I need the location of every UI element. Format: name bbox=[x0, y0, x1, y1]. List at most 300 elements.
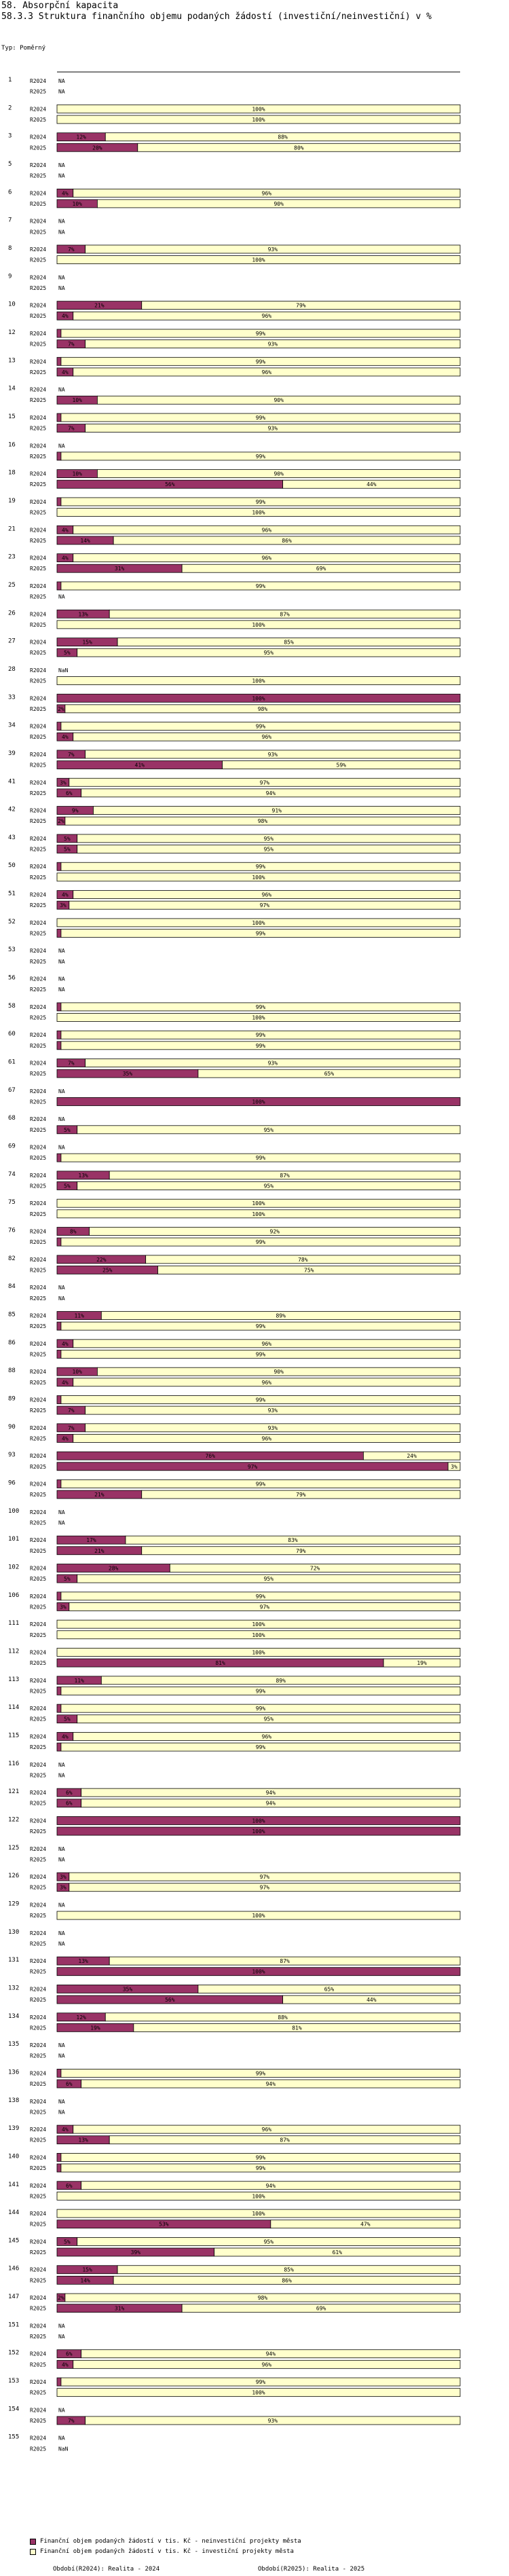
period-label: R2024 bbox=[30, 667, 47, 674]
period-label: R2025 bbox=[30, 2221, 47, 2228]
period-label: R2025 bbox=[30, 705, 47, 712]
group-label: 113 bbox=[8, 1676, 20, 1683]
period-label: R2025 bbox=[30, 2249, 47, 2256]
bar-label-invest: 90% bbox=[274, 397, 284, 404]
bar-label-neinvest: 19% bbox=[90, 2025, 100, 2031]
bar-neinvest bbox=[57, 1704, 61, 1712]
period-label: R2025 bbox=[30, 2165, 47, 2172]
period-label: R2025 bbox=[30, 1940, 47, 1947]
group-label: 89 bbox=[8, 1395, 16, 1403]
period-label: R2025 bbox=[30, 1604, 47, 1611]
group-label: 136 bbox=[8, 2069, 20, 2076]
bar-label-neinvest: 35% bbox=[122, 1071, 133, 1078]
bar-label-neinvest: 6% bbox=[65, 790, 73, 796]
bar-label-invest: 100% bbox=[252, 2389, 265, 2396]
na-label: NA bbox=[58, 1772, 65, 1779]
period-label: R2024 bbox=[30, 2435, 47, 2442]
na-label: NA bbox=[58, 1902, 65, 1909]
bar-label-neinvest: 3% bbox=[60, 1884, 67, 1891]
bar-label-invest: 96% bbox=[261, 1435, 272, 1442]
period-label: R2024 bbox=[30, 1144, 47, 1151]
period-label: R2025 bbox=[30, 1295, 47, 1302]
bar-neinvest bbox=[57, 1396, 61, 1404]
group-label: 69 bbox=[8, 1143, 16, 1150]
group-label: 43 bbox=[8, 834, 16, 841]
period-label: R2024 bbox=[30, 1565, 47, 1572]
period-label: R2024 bbox=[30, 1593, 47, 1600]
bar-label-invest: 61% bbox=[332, 2249, 343, 2256]
legend-label-invest: Finanční objem podaných žádostí v tis. Kč - investiční projekty města bbox=[40, 2548, 294, 2555]
period-label: R2025 bbox=[30, 453, 47, 460]
na-label: NA bbox=[58, 1285, 65, 1291]
group-label: 155 bbox=[8, 2433, 20, 2441]
na-label: NA bbox=[58, 948, 65, 955]
period-label: R2024 bbox=[30, 1060, 47, 1067]
period-label: R2024 bbox=[30, 1649, 47, 1656]
group-label: 96 bbox=[8, 1479, 16, 1487]
period-label: R2025 bbox=[30, 1042, 47, 1049]
group-label: 151 bbox=[8, 2321, 20, 2329]
bar-label-neinvest: 7% bbox=[67, 1424, 75, 1431]
period-label: R2024 bbox=[30, 2182, 47, 2189]
bar-label-neinvest: 5% bbox=[64, 1183, 71, 1190]
bar-label-neinvest: 2% bbox=[58, 818, 64, 825]
bar-label-invest: 99% bbox=[255, 930, 266, 937]
bar-label-neinvest: 4% bbox=[62, 1435, 69, 1442]
period-label: R2025 bbox=[30, 987, 47, 993]
na-label: NA bbox=[58, 1144, 65, 1151]
period-label: R2024 bbox=[30, 527, 47, 534]
group-label: 27 bbox=[8, 638, 16, 645]
bar-label-invest: 97% bbox=[259, 1604, 270, 1611]
bar-label-invest: 100% bbox=[252, 509, 265, 516]
bar-label-invest: 99% bbox=[255, 1351, 266, 1358]
bar-label-invest: 100% bbox=[252, 1211, 265, 1217]
bar-label-invest: 92% bbox=[269, 1228, 280, 1235]
bar-neinvest bbox=[57, 1743, 61, 1751]
period-label: R2025 bbox=[30, 425, 47, 432]
legend-label-neinvest: Finanční objem podaných žádostí v tis. Kč - neinvestiční projekty města bbox=[40, 2538, 301, 2545]
na-label: NA bbox=[58, 1856, 65, 1863]
period-label: R2024 bbox=[30, 302, 47, 309]
bar-label-invest: 47% bbox=[360, 2221, 371, 2228]
bar-label-invest: 100% bbox=[252, 621, 265, 628]
period-label: R2025 bbox=[30, 593, 47, 600]
group-label: 41 bbox=[8, 778, 16, 786]
bar-label-neinvest: 100% bbox=[252, 695, 265, 702]
na-label: NA bbox=[58, 1116, 65, 1123]
bar-label-neinvest: 15% bbox=[82, 2266, 92, 2273]
group-label: 140 bbox=[8, 2153, 20, 2160]
group-label: 58 bbox=[8, 1002, 16, 1010]
footer-period-2024: Období(R2024): Realita - 2024 bbox=[53, 2566, 160, 2573]
period-label: R2024 bbox=[30, 1397, 47, 1403]
bar-label-neinvest: 7% bbox=[67, 425, 75, 432]
group-label: 141 bbox=[8, 2181, 20, 2188]
group-label: 145 bbox=[8, 2237, 20, 2245]
group-label: 61 bbox=[8, 1059, 16, 1066]
group-label: 56 bbox=[8, 974, 16, 982]
bar-label-invest: 100% bbox=[252, 2193, 265, 2200]
na-label: NA bbox=[58, 2334, 65, 2340]
period-label: R2024 bbox=[30, 2042, 47, 2049]
period-label: R2025 bbox=[30, 1267, 47, 1274]
na-label: NA bbox=[58, 593, 65, 600]
period-label: R2025 bbox=[30, 369, 47, 375]
bar-label-neinvest: 2% bbox=[58, 705, 64, 712]
period-label: R2024 bbox=[30, 246, 47, 253]
period-label: R2024 bbox=[30, 218, 47, 225]
na-label: NaN bbox=[58, 2446, 69, 2452]
group-label: 152 bbox=[8, 2349, 20, 2357]
period-label: R2024 bbox=[30, 864, 47, 870]
bar-label-neinvest: 4% bbox=[62, 891, 69, 898]
group-label: 82 bbox=[8, 1255, 16, 1262]
na-label: NA bbox=[58, 2053, 65, 2059]
period-label: R2025 bbox=[30, 2417, 47, 2424]
bar-label-invest: 95% bbox=[263, 1716, 274, 1723]
period-label: R2025 bbox=[30, 621, 47, 628]
period-label: R2025 bbox=[30, 2277, 47, 2284]
bar-label-neinvest: 12% bbox=[76, 134, 86, 141]
bar-label-invest: 99% bbox=[255, 1032, 266, 1039]
period-label: R2024 bbox=[30, 2379, 47, 2386]
group-label: 76 bbox=[8, 1227, 16, 1234]
bar-label-invest: 99% bbox=[255, 583, 266, 589]
bar-label-invest: 89% bbox=[276, 1677, 286, 1684]
group-label: 10 bbox=[8, 301, 16, 308]
bar-neinvest bbox=[57, 452, 61, 460]
group-label: 139 bbox=[8, 2125, 20, 2133]
period-label: R2025 bbox=[30, 1800, 47, 1807]
group-label: 23 bbox=[8, 553, 16, 561]
group-label: 114 bbox=[8, 1704, 20, 1712]
bar-label-invest: 97% bbox=[259, 1874, 270, 1881]
period-label: R2025 bbox=[30, 1126, 47, 1133]
group-label: 125 bbox=[8, 1844, 20, 1852]
bar-label-neinvest: 4% bbox=[62, 1733, 69, 1740]
bar-label-invest: 72% bbox=[309, 1565, 320, 1572]
group-label: 112 bbox=[8, 1648, 20, 1655]
na-label: NA bbox=[58, 958, 65, 965]
period-label: R2024 bbox=[30, 1369, 47, 1376]
bar-label-neinvest: 10% bbox=[72, 1369, 82, 1376]
bar-label-invest: 80% bbox=[294, 145, 304, 151]
bar-label-invest: 100% bbox=[252, 257, 265, 263]
bar-label-invest: 93% bbox=[267, 1060, 278, 1067]
bar-label-neinvest: 11% bbox=[74, 1312, 84, 1319]
bar-label-invest: 69% bbox=[316, 2305, 326, 2312]
bar-label-neinvest: 6% bbox=[65, 2081, 73, 2088]
bar-label-neinvest: 3% bbox=[60, 779, 67, 786]
bar-neinvest bbox=[57, 722, 61, 731]
bar-label-neinvest: 3% bbox=[60, 1604, 67, 1611]
bar-label-invest: 88% bbox=[278, 2014, 288, 2021]
bar-label-invest: 85% bbox=[284, 639, 294, 646]
bar-label-invest: 99% bbox=[255, 1688, 266, 1695]
period-label: R2024 bbox=[30, 611, 47, 618]
period-label: R2024 bbox=[30, 2295, 47, 2302]
group-label: 129 bbox=[8, 1900, 20, 1908]
period-label: R2025 bbox=[30, 818, 47, 825]
group-label: 42 bbox=[8, 806, 16, 813]
bar-label-neinvest: 31% bbox=[114, 2305, 125, 2312]
bar-label-invest: 86% bbox=[282, 2277, 292, 2284]
group-label: 126 bbox=[8, 1873, 20, 1880]
bar-label-invest: 96% bbox=[261, 527, 272, 534]
bar-label-invest: 96% bbox=[261, 1733, 272, 1740]
bar-neinvest bbox=[57, 2153, 61, 2161]
bar-label-invest: 94% bbox=[265, 2182, 276, 2189]
bar-label-neinvest: 10% bbox=[72, 397, 82, 404]
period-label: R2024 bbox=[30, 1116, 47, 1123]
bar-label-neinvest: 13% bbox=[78, 1172, 88, 1179]
bar-label-neinvest: 100% bbox=[252, 1099, 265, 1105]
bar-label-invest: 100% bbox=[252, 2211, 265, 2218]
period-label: R2025 bbox=[30, 1071, 47, 1078]
bar-label-invest: 90% bbox=[274, 471, 284, 477]
bar-label-invest: 99% bbox=[255, 2154, 266, 2161]
period-label: R2024 bbox=[30, 1874, 47, 1881]
bar-label-neinvest: 6% bbox=[65, 1790, 73, 1797]
na-label: NA bbox=[58, 1509, 65, 1515]
bar-label-neinvest: 35% bbox=[122, 1986, 133, 1993]
bar-neinvest bbox=[57, 357, 61, 365]
bar-label-invest: 83% bbox=[288, 1537, 298, 1544]
group-label: 2 bbox=[8, 105, 12, 112]
bar-label-invest: 87% bbox=[280, 1172, 290, 1179]
period-label: R2024 bbox=[30, 78, 47, 84]
bar-label-invest: 44% bbox=[366, 481, 377, 488]
bar-label-neinvest: 21% bbox=[94, 1492, 105, 1498]
na-label: NA bbox=[58, 274, 65, 281]
group-label: 14 bbox=[8, 385, 16, 392]
period-label: R2025 bbox=[30, 958, 47, 965]
bar-neinvest bbox=[57, 862, 61, 870]
bar-label-invest: 97% bbox=[259, 902, 270, 909]
period-label: R2024 bbox=[30, 891, 47, 898]
na-label: NA bbox=[58, 172, 65, 179]
bar-neinvest bbox=[57, 1480, 61, 1488]
bar-label-neinvest: 14% bbox=[80, 2277, 90, 2284]
group-label: 102 bbox=[8, 1564, 20, 1571]
na-label: NA bbox=[58, 2435, 65, 2442]
period-label: R2024 bbox=[30, 1424, 47, 1431]
group-label: 50 bbox=[8, 862, 16, 870]
bar-label-invest: 99% bbox=[255, 1397, 266, 1403]
bar-label-invest: 93% bbox=[267, 1424, 278, 1431]
period-label: R2024 bbox=[30, 134, 47, 141]
group-label: 146 bbox=[8, 2265, 20, 2273]
group-label: 15 bbox=[8, 413, 16, 420]
period-label: R2024 bbox=[30, 190, 47, 197]
bar-label-neinvest: 100% bbox=[252, 1828, 265, 1835]
period-label: R2025 bbox=[30, 1913, 47, 1919]
bar-label-neinvest: 4% bbox=[62, 2127, 69, 2133]
bar-label-invest: 89% bbox=[276, 1312, 286, 1319]
period-label: R2025 bbox=[30, 2305, 47, 2312]
group-label: 12 bbox=[8, 329, 16, 336]
bar-label-neinvest: 5% bbox=[64, 1576, 71, 1583]
bar-label-invest: 93% bbox=[267, 425, 278, 432]
group-label: 3 bbox=[8, 132, 12, 140]
bar-label-invest: 96% bbox=[261, 369, 272, 375]
period-label: R2024 bbox=[30, 1733, 47, 1740]
period-label: R2025 bbox=[30, 1716, 47, 1723]
bar-label-neinvest: 17% bbox=[86, 1537, 96, 1544]
na-label: NA bbox=[58, 218, 65, 225]
bar-neinvest bbox=[57, 413, 61, 422]
period-label: R2025 bbox=[30, 257, 47, 263]
bar-label-neinvest: 6% bbox=[65, 2351, 73, 2357]
na-label: NA bbox=[58, 1520, 65, 1526]
period-label: R2025 bbox=[30, 509, 47, 516]
period-label: R2025 bbox=[30, 537, 47, 544]
bar-label-invest: 93% bbox=[267, 246, 278, 253]
bar-label-invest: 59% bbox=[336, 762, 346, 769]
bar-label-invest: 100% bbox=[252, 1632, 265, 1638]
period-label: R2024 bbox=[30, 2070, 47, 2077]
group-label: 19 bbox=[8, 497, 16, 504]
bar-neinvest bbox=[57, 1031, 61, 1039]
na-label: NA bbox=[58, 1845, 65, 1852]
period-label: R2024 bbox=[30, 1172, 47, 1179]
period-label: R2025 bbox=[30, 1660, 47, 1667]
period-label: R2025 bbox=[30, 229, 47, 236]
bar-label-invest: 3% bbox=[451, 1463, 457, 1470]
period-label: R2025 bbox=[30, 1632, 47, 1638]
group-label: 21 bbox=[8, 526, 16, 533]
period-label: R2025 bbox=[30, 1407, 47, 1414]
na-label: NA bbox=[58, 1761, 65, 1768]
na-label: NA bbox=[58, 2109, 65, 2116]
bar-label-neinvest: 7% bbox=[67, 341, 75, 348]
bar-label-invest: 95% bbox=[263, 1126, 274, 1133]
bar-label-neinvest: 81% bbox=[215, 1660, 225, 1667]
period-label: R2024 bbox=[30, 2323, 47, 2330]
period-label: R2025 bbox=[30, 1099, 47, 1105]
period-label: R2025 bbox=[30, 874, 47, 881]
period-label: R2024 bbox=[30, 1930, 47, 1936]
period-label: R2024 bbox=[30, 2407, 47, 2414]
group-label: 144 bbox=[8, 2209, 20, 2217]
period-label: R2025 bbox=[30, 2109, 47, 2116]
group-label: 67 bbox=[8, 1086, 16, 1094]
bar-label-invest: 99% bbox=[255, 1004, 266, 1010]
bar-label-neinvest: 7% bbox=[67, 751, 75, 758]
period-label: R2024 bbox=[30, 2098, 47, 2105]
bar-label-invest: 93% bbox=[267, 2417, 278, 2424]
bar-label-neinvest: 10% bbox=[72, 200, 82, 207]
bar-label-neinvest: 7% bbox=[67, 1060, 75, 1067]
bar-label-invest: 99% bbox=[255, 1042, 266, 1049]
bar-label-neinvest: 6% bbox=[65, 2182, 73, 2189]
period-label: R2025 bbox=[30, 397, 47, 404]
bar-label-invest: 95% bbox=[263, 650, 274, 657]
na-label: NA bbox=[58, 2098, 65, 2105]
group-label: 7 bbox=[8, 217, 12, 224]
bar-label-invest: 100% bbox=[252, 1913, 265, 1919]
bar-label-invest: 100% bbox=[252, 1014, 265, 1021]
bar-label-invest: 100% bbox=[252, 106, 265, 113]
period-label: R2025 bbox=[30, 116, 47, 123]
bar-label-invest: 97% bbox=[259, 1884, 270, 1891]
bar-label-neinvest: 4% bbox=[62, 527, 69, 534]
bar-label-invest: 96% bbox=[261, 313, 272, 320]
period-label: R2025 bbox=[30, 1323, 47, 1330]
bar-label-neinvest: 100% bbox=[252, 1968, 265, 1975]
bar-label-invest: 97% bbox=[259, 779, 270, 786]
group-label: 25 bbox=[8, 581, 16, 589]
group-label: 39 bbox=[8, 750, 16, 757]
period-label: R2025 bbox=[30, 1547, 47, 1554]
period-label: R2025 bbox=[30, 678, 47, 684]
bar-label-neinvest: 13% bbox=[78, 611, 88, 618]
period-label: R2024 bbox=[30, 695, 47, 702]
bar-label-invest: 44% bbox=[366, 1997, 377, 2004]
bar-label-neinvest: 3% bbox=[60, 1874, 67, 1881]
na-label: NA bbox=[58, 386, 65, 393]
period-label: R2025 bbox=[30, 1239, 47, 1246]
period-label: R2024 bbox=[30, 1706, 47, 1712]
bar-neinvest bbox=[57, 1687, 61, 1695]
bar-label-neinvest: 25% bbox=[102, 1267, 113, 1274]
bar-label-invest: 24% bbox=[407, 1453, 417, 1460]
na-label: NA bbox=[58, 78, 65, 84]
period-label: R2025 bbox=[30, 341, 47, 348]
bar-label-invest: 94% bbox=[265, 2081, 276, 2088]
period-label: R2024 bbox=[30, 1228, 47, 1235]
bar-neinvest bbox=[57, 1322, 61, 1330]
bar-label-invest: 87% bbox=[280, 1958, 290, 1965]
group-label: 1 bbox=[8, 77, 12, 84]
bar-label-neinvest: 21% bbox=[94, 302, 105, 309]
group-label: 88 bbox=[8, 1367, 16, 1375]
bar-label-invest: 93% bbox=[267, 751, 278, 758]
bar-label-invest: 100% bbox=[252, 1200, 265, 1207]
legend-swatch-invest bbox=[30, 2549, 36, 2555]
bar-label-invest: 99% bbox=[255, 1706, 266, 1712]
bar-label-invest: 100% bbox=[252, 116, 265, 123]
bar-label-invest: 65% bbox=[324, 1986, 335, 1993]
bar-label-invest: 85% bbox=[284, 2266, 294, 2273]
bar-label-invest: 99% bbox=[255, 2070, 266, 2077]
period-label: R2024 bbox=[30, 1677, 47, 1684]
bar-label-invest: 99% bbox=[255, 498, 266, 505]
bar-label-neinvest: 4% bbox=[62, 1379, 69, 1386]
period-label: R2025 bbox=[30, 200, 47, 207]
bar-label-invest: 95% bbox=[263, 1576, 274, 1583]
bar-label-invest: 94% bbox=[265, 1800, 276, 1807]
bar-label-neinvest: 12% bbox=[76, 2014, 86, 2021]
period-label: R2025 bbox=[30, 2137, 47, 2143]
page-title: 58. Absorpční kapacita bbox=[1, 1, 119, 11]
bar-label-invest: 99% bbox=[255, 330, 266, 337]
bar-label-invest: 69% bbox=[316, 566, 326, 572]
bar-neinvest bbox=[57, 2378, 61, 2386]
bar-label-invest: 95% bbox=[263, 1183, 274, 1190]
na-label: NA bbox=[58, 2323, 65, 2330]
period-label: R2025 bbox=[30, 846, 47, 853]
bar-label-neinvest: 20% bbox=[92, 145, 102, 151]
bar-label-neinvest: 10% bbox=[72, 471, 82, 477]
bar-label-invest: 79% bbox=[296, 302, 306, 309]
bar-label-neinvest: 97% bbox=[247, 1463, 258, 1470]
group-label: 131 bbox=[8, 1957, 20, 1964]
period-label: R2025 bbox=[30, 762, 47, 769]
bar-label-neinvest: 13% bbox=[78, 1958, 88, 1965]
group-label: 74 bbox=[8, 1171, 16, 1178]
